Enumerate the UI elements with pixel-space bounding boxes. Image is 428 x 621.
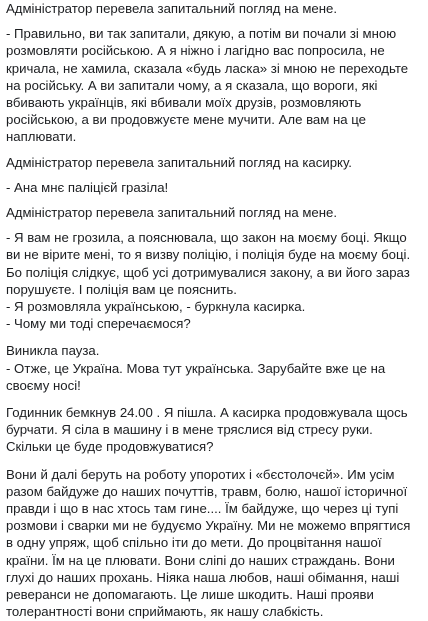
paragraph-1: Адміністратор перевела запитальний погляд на мене. (6, 1, 338, 16)
paragraph-11: Годинник бемкнув 24.00 . Я пішла. А касирка продовжувала щось бурчати. Я сіла в машину і в мене тряслися від стресу руки. Скільки це буде продовжуватися? (6, 405, 408, 455)
paragraph-8: - Чому ми тоді сперечаємося? (6, 316, 191, 332)
paragraph-10: - Отже, це Україна. Мова тут українська. Зарубайте вже це на своєму носі! (6, 360, 386, 393)
paragraph-12: Вони й далі беруть на роботу упоротих і «бєстолочєй». Им усім разом байдуже до наших почуттів, травм, болю, нашої історичної правди і що в нас хтось там гине.... Їм байдуже, що через ці тупі розмови і сварки ми не будуємо Україну. Ми не можемо впрягтися в одну упряж, щоб спільно іти до мети. До процвітання нашої країни. Їм на це плювати. Вони сліпі до наших страждань. Вони глухі до наших прохань. Ніяка наша любов, наші обімання, наші реверанси не допомагають. Це лише шкодить. Наші прояви толерантності вони сприймають, як нашу слабкість. (6, 466, 411, 620)
paragraph-7: - Я розмовляла українською, - буркнула касирка. (6, 299, 306, 315)
paragraph-3: Адміністратор перевела запитальний погляд на касирку. (6, 154, 352, 170)
paragraph-6: - Я вам не грозила, а пояснювала, що закон на моєму боці. Якщо ви не вірите мені, то я визву поліцію, і поліція буде на моєму боці. Бо поліція слідкує, щоб усі дотримувалися закону, а ви його зараз порушуєте. І поліція вам це пояснить. (6, 230, 411, 297)
paragraph-4: - Ана мнє паліцієй гразіла! (6, 179, 169, 195)
paragraph-5: Адміністратор перевела запитальний погляд на мене. (6, 205, 338, 221)
paragraph-9: Виникла пауза. (6, 343, 100, 359)
paragraph-2: - Правильно, ви так запитали, дякую, а потім ви почали зі мною розмовляти російською. А я ніжно і лагідно вас попросила, не кричала, не хамила, сказала «будь ласка» зі мною не переходьте на російську. А ви запитали чому, а я сказала, що вороги, які вбивають українців, які вбивали моїх друзів, розмовляють російською, а ви продовжуєте мене мучити. Але вам на це наплювати. (6, 26, 409, 145)
